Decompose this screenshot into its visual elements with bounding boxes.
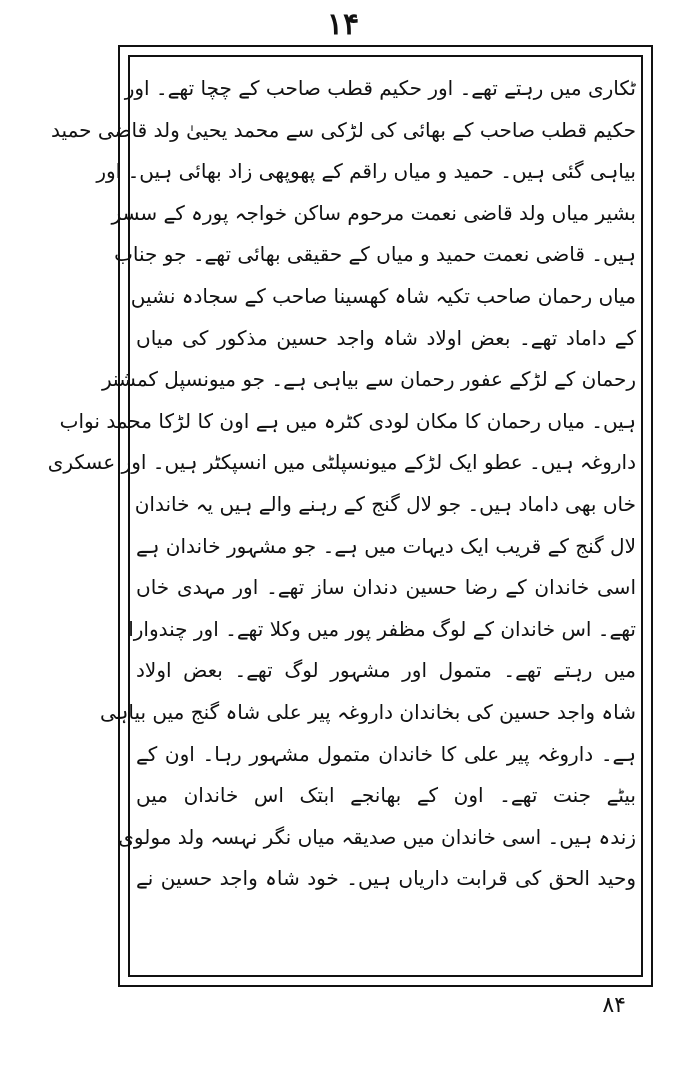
- text-line-19: زندہ ہیں۔ اسی خاندان میں صدیقہ میاں نگر نہسہ ولد مولوی: [118, 824, 636, 849]
- text-line-11: خاں بھی داماد ہیں۔ جو لال گنج کے رہنے والے ہیں یہ خاندان: [134, 491, 636, 516]
- text-line-3: بیاہی گئی ہیں۔ حمید و میاں راقم کے پھوپھی زاد بھائی ہیں۔ اور: [96, 159, 636, 184]
- text-line-6: میاں رحمان صاحب تکیہ شاہ کھسینا صاحب کے سجادہ نشیں: [130, 283, 636, 308]
- text-line-1: ٹکاری میں رہتے تھے۔ اور حکیم قطب صاحب کے چچا تھے۔ اور: [124, 76, 636, 100]
- page-number-top: ۱۴: [326, 7, 360, 42]
- text-line-7: کے داماد تھے۔ بعض اولاد شاہ واجد حسین مذکور کی میاں: [136, 325, 636, 350]
- text-line-20: وحید الحق کی قرابت داریاں ہیں۔ خود شاہ واجد حسین نے: [136, 866, 636, 891]
- text-line-16: شاہ واجد حسین کی بخاندان داروغہ پیر علی شاہ گنج میں بیاہی: [99, 699, 636, 724]
- text-line-4: بشیر میاں ولد قاضی نعمت مرحوم ساکن خواجہ پورہ کے سسر: [111, 200, 636, 225]
- text-line-14: تھے۔ اس خاندان کے لوگ مظفر پور میں وکلا تھے۔ اور چندوارا: [128, 616, 636, 641]
- text-line-8: رحمان کے لڑکے عفور رحمان سے بیاہی ہے۔ جو میونسپل کمشنر: [101, 367, 636, 392]
- urdu-text-body: [47, 68, 636, 968]
- text-line-13: اسی خاندان کے رضا حسین دندان ساز تھے۔ اور مہدی خاں: [136, 575, 636, 600]
- page-number-bottom: ۸۴: [602, 993, 626, 1018]
- text-line-5: ہیں۔ قاضی نعمت حمید و میاں کے حقیقی بھائی تھے۔ جو جناب: [114, 242, 636, 267]
- text-line-10: داروغہ ہیں۔ عطو ایک لڑکے میونسپلٹی میں انسپکٹر ہیں۔ اور عسکری: [47, 450, 636, 475]
- text-line-17: ہے۔ داروغہ پیر علی کا خاندان متمول مشہور رہا۔ اون کے: [136, 741, 636, 766]
- text-line-9: ہیں۔ میاں رحمان کا مکان لودی کٹرہ میں ہے اون کا لڑکا محمد نواب: [59, 408, 636, 433]
- text-line-15: میں رہتے تھے۔ متمول اور مشہور لوگ تھے۔ بعض اولاد: [136, 658, 636, 683]
- text-line-18: بیٹے جنت تھے۔ اون کے بھانجے ابتک اس خاندان میں: [136, 783, 636, 808]
- text-line-12: لال گنج کے قریب ایک دیہات میں ہے۔ جو مشہور خاندان ہے: [136, 533, 636, 558]
- text-line-2: حکیم قطب صاحب کے بھائی کی لڑکی سے محمد یحییٰ ولد قاضی حمید: [51, 117, 636, 142]
